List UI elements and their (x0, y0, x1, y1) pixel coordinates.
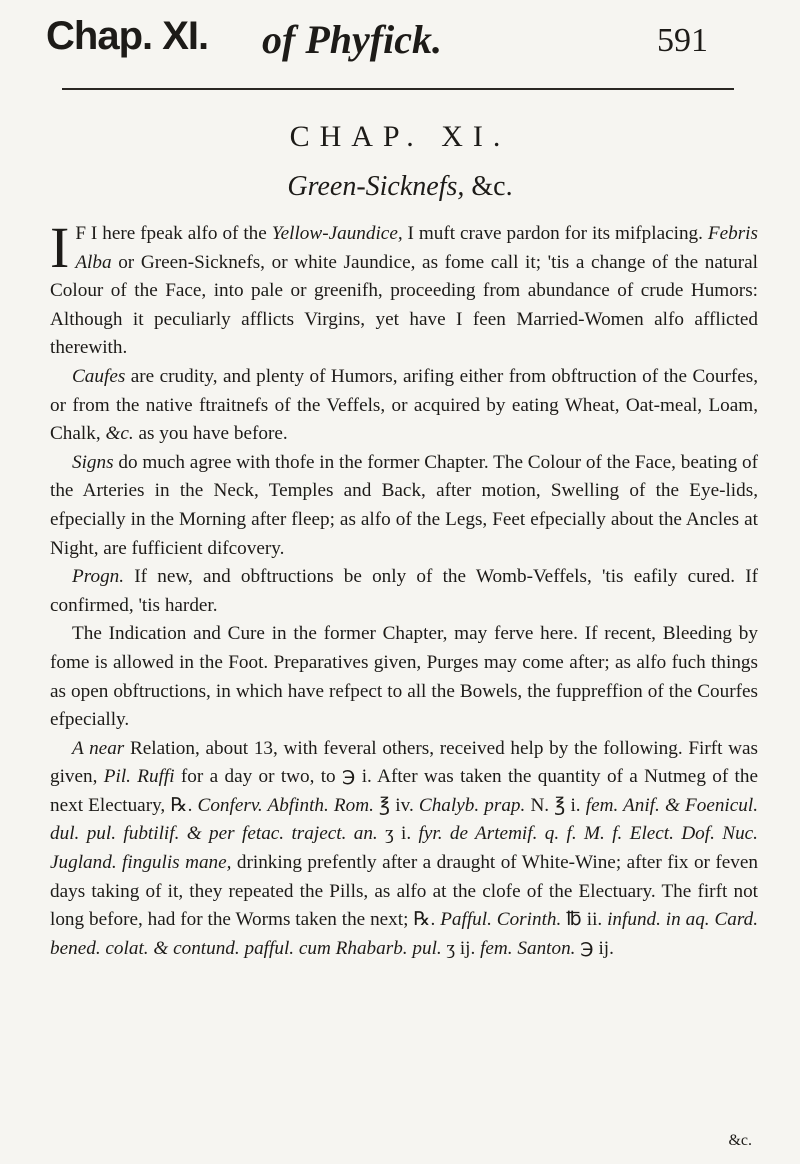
text-run: I muft crave pardon for its mifplacing. (402, 223, 708, 244)
paragraph-intro (50, 215, 758, 363)
text-run: or Green-Sicknefs, or white Jaundice, as fome call it; 'tis a change of the natural Colour of the Face, into pale or greenifh, proceeding from abundance of crude Humors: Although it peculiarly afflicts Virgins, yet have I feen Married-Women alfo afflicted therewith. (50, 251, 758, 359)
text-run: do much agree with thofe in the former Chapter. The Colour of the Face, beating of the Arteries in the Neck, Temples and Back, after motion, Swelling of the Eye-lids, efpecially in the Morning after fleep; as alfo of the Legs, Feet efpecially about the Ancles at Night, are fufficient difcovery. (50, 451, 758, 559)
italic-run: Febris Alba (75, 223, 758, 273)
text-run: for a day or two, to ℈ i. After was taken the quantity of a Nutmeg of the next Electuary, ℞. (50, 766, 758, 816)
italic-run: Pafful. Corinth. (440, 909, 562, 931)
text-run: The Indication and Cure in the former Chapter, may ferve here. If recent, Bleeding by fome is allowed in the Foot. Preparatives given, Purges may come after; as alfo fuch things as open obftructions, in which have refpect to all the Bowels, the fuppreffion of the Courfes efpecially. (50, 623, 758, 731)
body-text (50, 215, 759, 963)
running-head-title: of Phyfick. (262, 17, 442, 62)
text-run: N. ℥ i. (525, 794, 586, 816)
text-run: ʒ ij. (441, 937, 481, 959)
paragraph-signs (50, 449, 758, 563)
italic-run: Pil. Ruffi (103, 766, 175, 788)
text-run: ʒ i. (377, 823, 419, 845)
text-run: ℔ ii. (561, 909, 608, 931)
text-run: are crudity, and plenty of Humors, arifing either from obftruction of the Courfes, or from the native ftraitnefs of the Veffels, or acquired by eating Wheat, Oat-meal, Loam, Chalk, (50, 365, 758, 445)
text-run: If new, and obftructions be only of the Womb-Veffels, 'tis eafily cured. If confirmed, 'tis harder. (50, 566, 758, 616)
chapter-heading: CHAP. XI. (289, 120, 511, 153)
italic-run: Yellow-Jaundice, (271, 223, 403, 244)
italic-run: Caufes (72, 365, 126, 387)
italic-run: Conferv. Abfinth. Rom. (197, 794, 374, 816)
paragraph-prognosis (50, 563, 758, 620)
italic-run: fem. Santon. (480, 937, 576, 959)
italic-run: Chalyb. prap. (418, 794, 526, 816)
italic-run: &c. (105, 423, 134, 445)
chapter-subtitle (0, 171, 800, 203)
paragraph-case (50, 735, 758, 964)
text-run: Relation, about 13, with feveral others, received help by the following. Firft was given, (50, 737, 758, 788)
drop-cap: I (50, 215, 70, 280)
paragraph-indication (50, 620, 758, 734)
running-head-chapter: Chap. XI. (46, 14, 209, 58)
italic-run: Signs (72, 451, 114, 473)
subtitle-etc: &c. (464, 171, 513, 202)
italic-run: A near (72, 737, 125, 759)
text-run: drinking prefently after a draught of White-Wine; after fix or feven days taking of it, they repeated the Pills, as alfo at the clofe of the Electuary. The firft not long before, had for the Worms taken the next; ℞. (50, 852, 759, 931)
italic-run: fem. Anif. & Foenicul. dul. pul. fubtilif. & per fetac. traject. an. (50, 794, 758, 845)
subtitle-main: Green-Sicknefs, (287, 171, 465, 202)
running-header (0, 14, 800, 68)
text-run: as you have before. (133, 423, 288, 445)
italic-run: fyr. de Artemif. q. f. M. f. Elect. Dof. Nuc. Jugland. fingulis mane, (50, 823, 758, 874)
text-run: ℥ iv. (373, 794, 419, 816)
text-run: ℈ ij. (575, 937, 614, 959)
paragraph-causes (50, 363, 758, 449)
text-run: F I here fpeak alfo of the (75, 223, 272, 244)
italic-run: Progn. (72, 566, 125, 588)
catchword: &c. (728, 1132, 752, 1149)
italic-run: infund. in aq. Card. bened. colat. & contund. pafful. cum Rhabarb. pul. (50, 909, 759, 959)
header-rule (62, 88, 734, 90)
page-number: 591 (657, 22, 708, 59)
